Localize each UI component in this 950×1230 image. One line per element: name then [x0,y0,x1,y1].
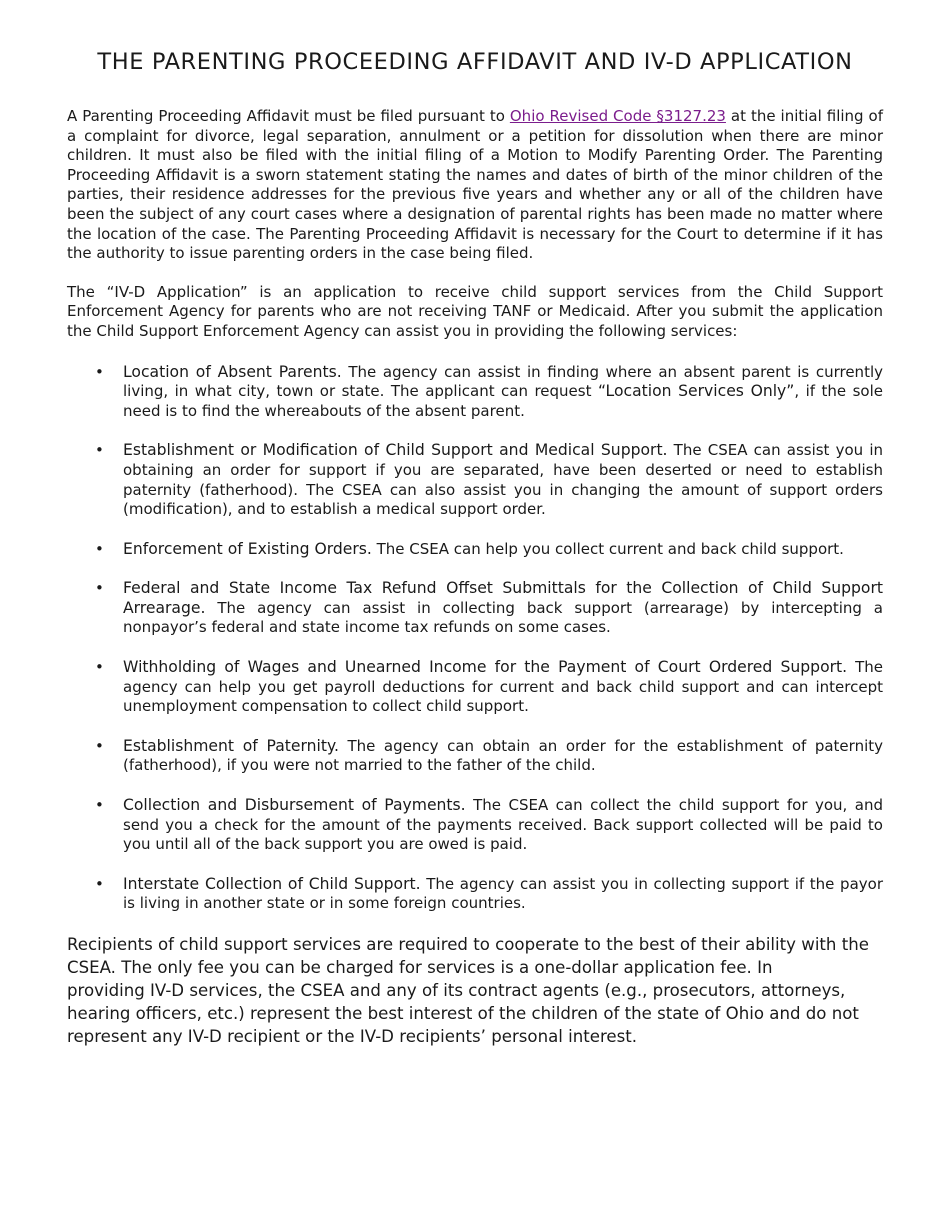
service-title: Federal and State Income Tax Refund Offset Submittals for the Collection of Child Support Arrearage. [123,579,883,617]
page-title: THE PARENTING PROCEEDING AFFIDAVIT AND IV-D APPLICATION [97,49,853,75]
closing-line: hearing officers, etc.) represent the best interest of the children of the state of Ohio and do not [67,1004,859,1023]
closing-line: Recipients of child support services are required to cooperate to the best of their ability with the [67,935,869,954]
service-description: The agency can help you get payroll deductions for current and back child support and can intercept unemployment compensation to collect child support. [123,658,884,716]
services-list [67,363,883,914]
service-description: The agency can obtain an order for the establishment of paternity (fatherhood), if you were not married to the father of the child. [123,736,883,775]
ivd-application-paragraph: The “IV-D Application” is an application to receive child support services from the Child Support Enforcement Agency for parents who are not receiving TANF or Medicaid. After you submit the application the Child Support Enforcement Agency can assist you in providing the following services: [67,282,883,340]
service-description: The agency can assist in collecting back support (arrearage) by intercepting a nonpayor’s federal and state income tax refunds on some cases. [123,598,883,637]
service-title: Enforcement of Existing Orders. [123,539,372,558]
ohio-revised-code-link[interactable]: Ohio Revised Code §3127.23 [509,107,726,125]
intro-text-before-link: A Parenting Proceeding Affidavit must be filed pursuant to [67,107,510,125]
closing-line: providing IV-D services, the CSEA and any of its contract agents (e.g., prosecutors, attorneys, [67,981,846,1000]
intro-text-after-link: at the initial filing of a complaint for divorce, legal separation, annulment or a petition for dissolution when there are minor children. It must also be filed with the initial filing of a Motion to Modify Parenting Order. The Parenting Proceeding Affidavit is a sworn statement stating the names and dates of birth of the minor children of the parties, their residence addresses for the previous five years and whether any or all of the children have been the subject of any court cases where a designation of parental rights has been made no matter where the location of the case. The Parenting Proceeding Affidavit is necessary for the Court to determine if it has the authority to issue parenting orders in the case being filed. [67,107,883,263]
service-description-end: , if the sole need is to find the whereabouts of the absent parent. [123,382,883,420]
service-description: The CSEA can assist you in obtaining an order for support if you are separated, have been deserted or need to establish paternity (fatherhood). The CSEA can also assist you in changing the amount of support orders (modification), and to establish a medical support order. [123,441,883,519]
bullet-icon: • [95,441,104,460]
closing-line: CSEA. The only fee you can be charged for services is a one-dollar application fee. In [67,958,773,977]
service-title: Interstate Collection of Child Support. [123,874,421,893]
list-item [67,441,883,519]
closing-line: represent any IV-D recipient or the IV-D recipients’ personal interest. [67,1027,638,1046]
list-item [67,363,883,422]
service-description: The CSEA can help you collect current and back child support. [371,539,844,558]
bullet-icon: • [95,736,104,755]
service-title: Establishment of Paternity. [123,736,339,755]
bullet-icon: • [95,796,104,815]
service-description: The CSEA can collect the child support for you, and send you a check for the amount of the payments received. Back support collected will be paid to you until all of the back support you are owed is paid. [123,796,883,854]
document-page [67,0,883,1048]
service-title: Location of Absent Parents. [123,362,342,381]
bullet-icon: • [95,539,104,558]
bullet-icon: • [95,362,104,381]
location-services-only-text: “Location Services Only” [597,382,795,401]
service-title: Collection and Disbursement of Payments. [123,796,466,815]
parenting-affidavit-paragraph [67,107,883,264]
bullet-icon: • [95,579,104,598]
service-description: The agency can assist in finding where an absent parent is currently living, in what city, town or state. The applicant can request [123,362,883,401]
list-item [67,737,883,776]
closing-paragraph [67,933,883,1048]
list-item [67,579,883,638]
bullet-icon: • [95,874,104,893]
list-item [67,875,883,914]
list-item [67,658,883,717]
list-item [67,540,883,560]
list-item [67,796,883,855]
bullet-icon: • [95,658,104,677]
service-title: Withholding of Wages and Unearned Income for the Payment of Court Ordered Support. [123,658,848,677]
service-title: Establishment or Modification of Child Support and Medical Support. [123,441,668,460]
service-description: The agency can assist you in collecting support if the payor is living in another state or in some foreign countries. [123,874,883,913]
